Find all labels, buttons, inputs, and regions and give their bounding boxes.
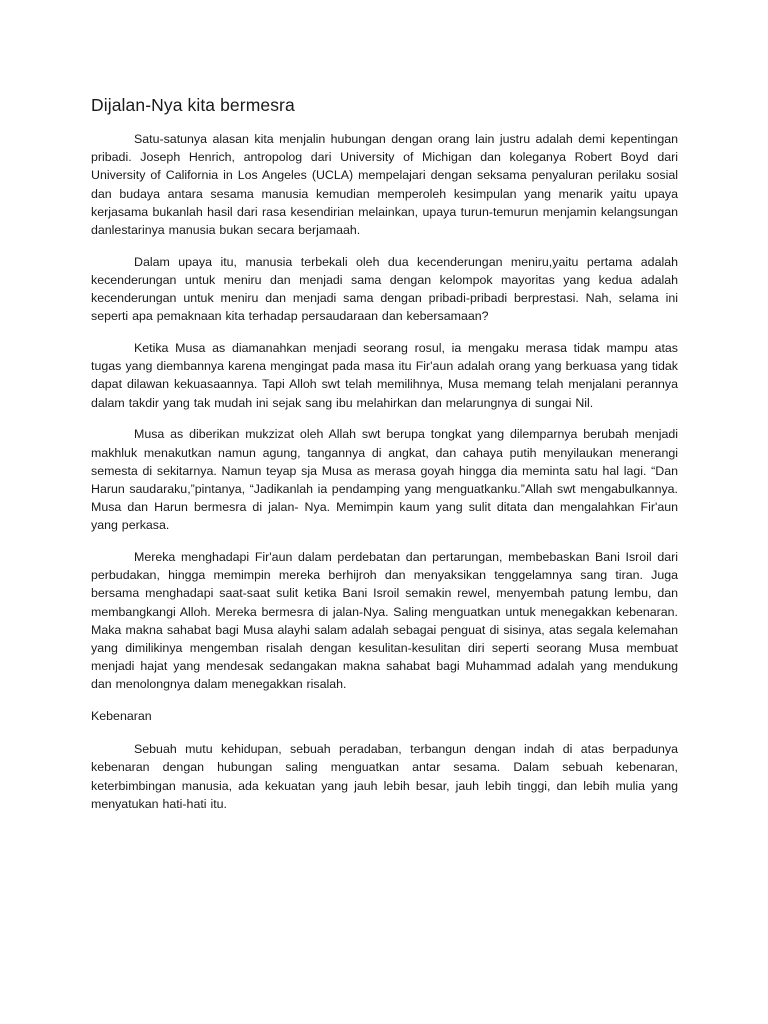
document-title: Dijalan-Nya kita bermesra bbox=[91, 95, 295, 115]
section-heading-kebenaran: Kebenaran bbox=[91, 709, 152, 724]
paragraph-4: Musa as diberikan mukzizat oleh Allah swt berupa tongkat yang dilemparnya berubah menjadi makhluk menakutkan namun agung, tangannya di angkat, dan cahaya putih menyilaukan menerangi semesta di sekitarnya. Namun teyap sja Musa as merasa goyah hingga dia meminta satu hal lagi. “Dan Harun saudaraku,”pintanya, “Jadikanlah ia pendamping yang menguatkanku.”Allah swt mengabulkannya. Musa dan Harun bermesra di jalan- Nya. Memimpin kaum yang sulit ditata dan mengalahkan Fir'aun yang perkasa. bbox=[91, 427, 678, 533]
paragraph-2: Dalam upaya itu, manusia terbekali oleh dua kecenderungan meniru,yaitu pertama adalah kecenderungan untuk meniru dan menjadi sama dengan kelompok mayoritas yang kedua adalah kecenderungan untuk meniru dan menjadi sama dengan pribadi-pribadi berprestasi. Nah, selama ini seperti apa pemaknaan kita terhadap persaudaraan dan kebersamaan? bbox=[91, 254, 678, 324]
paragraph-5: Mereka menghadapi Fir'aun dalam perdebatan dan pertarungan, membebaskan Bani Isroil dari perbudakan, hingga memimpin mereka berhijroh dan menyaksikan tenggelamnya sang tiran. Juga bersama menghadapi saat-saat sulit ketika Bani Isroil semakin rewel, menyembah patung lembu, dan membangkangi Alloh. Mereka bermesra di jalan-Nya. Saling menguatkan untuk menegakkan kebenaran. Maka makna sahabat bagi Musa alayhi salam adalah sebagai penguat di sisinya, atas segala kelemahan yang dimilikinya mengemban risalah dengan kesulitan-kesulitan diri seperti seorang Musa membuat menjadi hajat yang mendesak sedangakan makna sahabat bagi Muhammad adalah yang mendukung dan menolongnya dalam menegakkan risalah. bbox=[91, 550, 678, 692]
paragraph-closing: Sebuah mutu kehidupan, sebuah peradaban, terbangun dengan indah di atas berpadunya kebenaran dengan hubungan saling menguatkan antar sesama. Dalam sebuah kebenaran, keterbimbingan manusia, ada kekuatan yang jauh lebih besar, jauh lebih tinggi, dan lebih mulia yang menyatukan hati-hati itu. bbox=[91, 742, 678, 811]
paragraph-1: Satu-satunya alasan kita menjalin hubungan dengan orang lain justru adalah demi kepentingan pribadi. Joseph Henrich, antropolog dari University of Michigan dan koleganya Robert Boyd dari University of California in Los Angeles (UCLA) mempelajari dengan seksama penyaluran perilaku sosial dan budaya antara sesama manusia kemudian memperoleh kesimpulan yang menarik yaitu upaya kerjasama bukanlah hasil dari rasa kesendirian melainkan, upaya turun-temurun menjamin kelangsungan danlestarinya manusia bukan secara berjamaah. bbox=[91, 132, 678, 238]
paragraph-3: Ketika Musa as diamanahkan menjadi seorang rosul, ia mengaku merasa tidak mampu atas tugas yang diembannya karena mengingat pada masa itu Fir'aun adalah orang yang berkuasa yang tidak dapat dilawan kekuasaannya. Tapi Alloh swt telah memilihnya, Musa memang telah menjalani perannya dalam takdir yang tak mudah ini sejak sang ibu melahirkan dan melarungnya di sungai Nil. bbox=[91, 341, 678, 410]
document-body bbox=[91, 94, 678, 827]
